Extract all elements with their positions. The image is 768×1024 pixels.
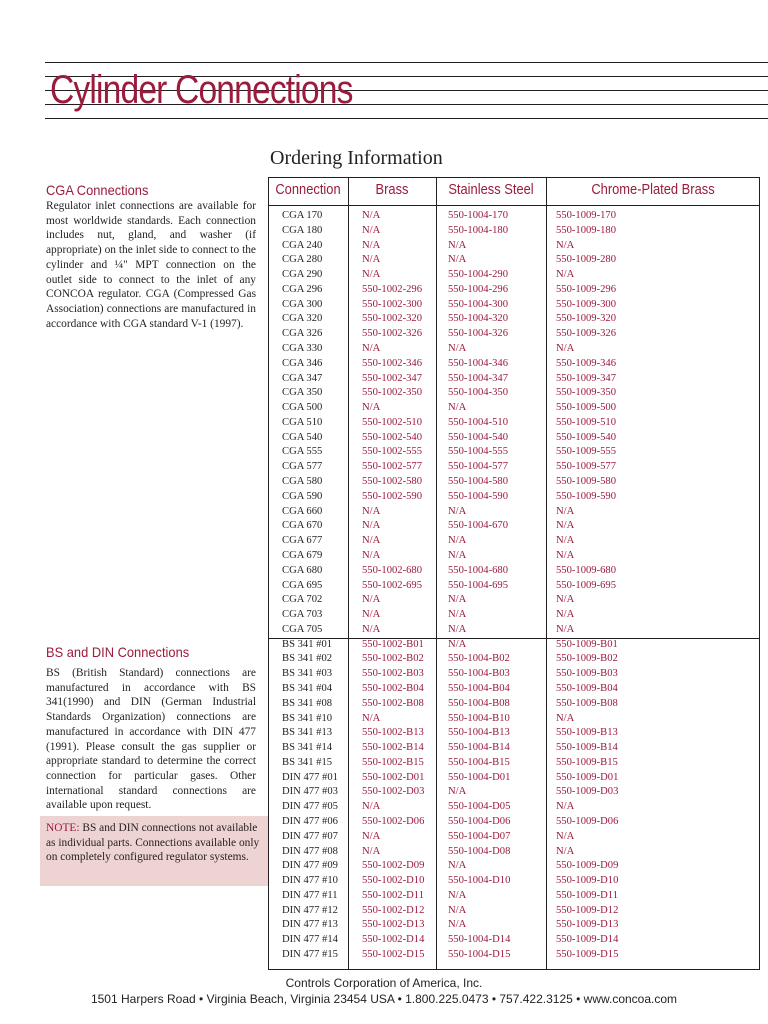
brass-cell: 550-1002-577	[362, 461, 423, 473]
table-row	[268, 298, 760, 313]
table-row	[268, 874, 760, 889]
table-row	[268, 889, 760, 904]
chrome-plated-brass-cell: N/A	[556, 269, 575, 281]
chrome-plated-brass-cell: 550-1009-D10	[556, 875, 619, 887]
connection-cell: CGA 170	[282, 210, 323, 221]
table-row	[268, 904, 760, 919]
stainless-steel-cell: 550-1004-320	[448, 313, 509, 325]
chrome-plated-brass-cell: 550-1009-B13	[556, 727, 618, 739]
brass-cell: 550-1002-D13	[362, 919, 425, 931]
brass-cell: 550-1002-B15	[362, 756, 424, 768]
brass-cell: 550-1002-350	[362, 387, 423, 399]
cga-heading: CGA Connections	[46, 182, 149, 198]
connection-cell: DIN 477 #11	[282, 889, 338, 901]
connection-cell: DIN 477 #05	[282, 801, 338, 813]
brass-cell: 550-1002-D06	[362, 815, 425, 827]
connection-cell: CGA 510	[282, 416, 323, 428]
stainless-steel-cell: 550-1004-B03	[448, 668, 510, 680]
chrome-plated-brass-cell: 550-1009-B15	[556, 756, 618, 768]
connection-cell: DIN 477 #10	[282, 875, 338, 887]
table-row	[268, 253, 760, 268]
chrome-plated-brass-cell: 550-1009-347	[556, 372, 617, 384]
stainless-steel-cell: 550-1004-670	[448, 520, 509, 532]
table-row	[268, 726, 760, 741]
brass-cell: 550-1002-590	[362, 490, 423, 502]
connection-cell: CGA 330	[282, 343, 323, 355]
connection-cell: DIN 477 #13	[282, 919, 338, 931]
connection-cell: DIN 477 #06	[282, 815, 338, 827]
table-row	[268, 845, 760, 860]
table-row	[268, 519, 760, 534]
table-row	[268, 312, 760, 327]
connection-cell: BS 341 #14	[282, 742, 333, 754]
chrome-plated-brass-cell: N/A	[556, 505, 575, 517]
stainless-steel-cell: 550-1004-290	[448, 269, 509, 281]
chrome-plated-brass-cell: 550-1009-D06	[556, 815, 619, 827]
bs-din-description: BS (British Standard) connections are manufactured in accordance with BS 341(1990) and DIN (German Industrial Standards Organization) connections are manufactured in accordance with DIN 477 (1991). Please consult the gas supplier or appropriate standard to determine the correct connection for particular gases. Other international standard connections are available upon request.	[46, 667, 256, 812]
stainless-steel-cell: 550-1004-B13	[448, 727, 510, 739]
table-row	[268, 785, 760, 800]
brass-cell: N/A	[362, 254, 381, 266]
stainless-steel-cell: N/A	[448, 535, 467, 547]
connection-cell: CGA 540	[282, 431, 323, 443]
connection-cell: CGA 677	[282, 535, 323, 547]
chrome-plated-brass-cell: N/A	[556, 239, 575, 251]
stainless-steel-cell: N/A	[448, 786, 467, 798]
stainless-steel-cell: N/A	[448, 549, 467, 561]
stainless-steel-cell: 550-1004-B10	[448, 712, 510, 724]
table-row	[268, 859, 760, 874]
chrome-plated-brass-cell: 550-1009-180	[556, 224, 617, 236]
connection-cell: DIN 477 #07	[282, 830, 338, 842]
chrome-plated-brass-cell: 550-1009-695	[556, 579, 617, 591]
connection-cell: DIN 477 #15	[282, 949, 338, 960]
table-row	[268, 771, 760, 786]
title-rule	[45, 62, 768, 63]
connection-cell: BS 341 #02	[282, 653, 333, 665]
brass-cell: 550-1002-D15	[362, 949, 425, 960]
stainless-steel-cell: 550-1004-D08	[448, 845, 511, 857]
chrome-plated-brass-cell: 550-1009-350	[556, 387, 617, 399]
brass-cell: 550-1002-D12	[362, 904, 425, 916]
stainless-steel-cell: 550-1004-D07	[448, 830, 511, 842]
table-row	[268, 283, 760, 298]
connection-cell: CGA 705	[282, 623, 323, 635]
chrome-plated-brass-cell: 550-1009-B01	[556, 638, 618, 650]
connection-cell: CGA 703	[282, 609, 323, 621]
chrome-plated-brass-cell: 550-1009-B04	[556, 682, 618, 694]
table-row	[268, 268, 760, 283]
connection-cell: BS 341 #01	[282, 638, 333, 650]
stainless-steel-cell: N/A	[448, 505, 467, 517]
chrome-plated-brass-cell: N/A	[556, 801, 575, 813]
table-row	[268, 623, 760, 638]
table-row	[268, 948, 760, 963]
stainless-steel-cell: 550-1004-350	[448, 387, 509, 399]
stainless-steel-cell: 550-1004-D06	[448, 815, 511, 827]
chrome-plated-brass-cell: 550-1009-555	[556, 446, 617, 458]
brass-cell: N/A	[362, 594, 381, 606]
table-row	[268, 741, 760, 756]
stainless-steel-cell: 550-1004-B02	[448, 653, 510, 665]
chrome-plated-brass-cell: 550-1009-500	[556, 402, 617, 414]
stainless-steel-cell: 550-1004-326	[448, 328, 509, 340]
brass-cell: 550-1002-B14	[362, 742, 424, 754]
stainless-steel-cell: 550-1004-680	[448, 564, 509, 576]
connection-cell: CGA 555	[282, 446, 323, 458]
stainless-steel-cell: N/A	[448, 609, 467, 621]
connection-cell: CGA 320	[282, 313, 323, 325]
chrome-plated-brass-cell: N/A	[556, 623, 575, 635]
brass-cell: 550-1002-300	[362, 298, 423, 310]
cga-description: Regulator inlet connections are available for most worldwide standards. Each connection includes nut, gland, and washer (if appropriate) on the inlet side to connect to the cylinder and ¼" MPT connection on the outlet side to connect to the inlet of any CONCOA regulator. CGA (Compressed Gas Association) connections are manufactured in accordance with CGA standard V-1 (1997).	[46, 200, 256, 330]
stainless-steel-cell: 550-1004-296	[448, 283, 509, 295]
brass-cell: 550-1002-347	[362, 372, 423, 384]
stainless-steel-cell: 550-1004-B15	[448, 756, 510, 768]
stainless-steel-cell: N/A	[448, 402, 467, 414]
brass-cell: 550-1002-D03	[362, 786, 425, 798]
table-row	[268, 224, 760, 239]
stainless-steel-cell: 550-1004-580	[448, 476, 509, 488]
chrome-plated-brass-cell: 550-1009-326	[556, 328, 617, 340]
table-row	[268, 697, 760, 712]
chrome-plated-brass-cell: 550-1009-D09	[556, 860, 619, 872]
connection-cell: CGA 500	[282, 402, 323, 414]
connection-cell: CGA 680	[282, 564, 323, 576]
brass-cell: 550-1002-B04	[362, 682, 424, 694]
connection-cell: BS 341 #10	[282, 712, 333, 724]
chrome-plated-brass-cell: 550-1009-170	[556, 210, 617, 221]
connection-cell: CGA 300	[282, 298, 323, 310]
brass-cell: 550-1002-296	[362, 283, 423, 295]
chrome-plated-brass-cell: N/A	[556, 712, 575, 724]
table-row	[268, 209, 760, 224]
brass-cell: 550-1002-B01	[362, 638, 424, 650]
connection-cell: CGA 280	[282, 254, 323, 266]
section-subtitle: Ordering Information	[270, 147, 443, 169]
chrome-plated-brass-cell: 550-1009-B03	[556, 668, 618, 680]
brass-cell: 550-1002-326	[362, 328, 423, 340]
stainless-steel-cell: N/A	[448, 239, 467, 251]
table-row	[268, 564, 760, 579]
connection-cell: CGA 679	[282, 549, 323, 561]
table-row	[268, 830, 760, 845]
stainless-steel-cell: N/A	[448, 860, 467, 872]
table-row	[268, 682, 760, 697]
table-row	[268, 490, 760, 505]
connection-cell: CGA 660	[282, 505, 323, 517]
brass-cell: 550-1002-D11	[362, 889, 424, 901]
stainless-steel-cell: 550-1004-555	[448, 446, 509, 458]
table-row	[268, 534, 760, 549]
brass-cell: N/A	[362, 549, 381, 561]
brass-cell: 550-1002-B03	[362, 668, 424, 680]
table-row	[268, 475, 760, 490]
stainless-steel-cell: 550-1004-346	[448, 357, 509, 369]
column-header-connection: Connection	[275, 181, 341, 198]
brass-cell: N/A	[362, 623, 381, 635]
stainless-steel-cell: 550-1004-D10	[448, 875, 511, 887]
table-row	[268, 933, 760, 948]
connection-cell: CGA 240	[282, 239, 323, 251]
chrome-plated-brass-cell: 550-1009-510	[556, 416, 617, 428]
note-text: BS and DIN connections not available as individual parts. Connections available only on completely configured regulator systems.	[46, 822, 260, 864]
brass-cell: 550-1002-510	[362, 416, 423, 428]
stainless-steel-cell: N/A	[448, 623, 467, 635]
brass-cell: N/A	[362, 801, 381, 813]
column-header-chrome-plated-brass: Chrome-Plated Brass	[591, 181, 715, 198]
table-row	[268, 549, 760, 564]
table-row	[268, 372, 760, 387]
chrome-plated-brass-cell: N/A	[556, 609, 575, 621]
connection-cell: CGA 670	[282, 520, 323, 532]
chrome-plated-brass-cell: 550-1009-590	[556, 490, 617, 502]
brass-cell: 550-1002-695	[362, 579, 423, 591]
stainless-steel-cell: N/A	[448, 904, 467, 916]
connection-cell: CGA 695	[282, 579, 323, 591]
brass-cell: N/A	[362, 269, 381, 281]
table-row	[268, 756, 760, 771]
table-row	[268, 712, 760, 727]
connection-cell: CGA 590	[282, 490, 323, 502]
connection-cell: CGA 326	[282, 328, 323, 340]
stainless-steel-cell: 550-1004-B14	[448, 742, 510, 754]
brass-cell: N/A	[362, 712, 381, 724]
brass-cell: N/A	[362, 845, 381, 857]
stainless-steel-cell: 550-1004-695	[448, 579, 509, 591]
chrome-plated-brass-cell: N/A	[556, 520, 575, 532]
table-row	[268, 239, 760, 254]
stainless-steel-cell: 550-1004-170	[448, 210, 509, 221]
chrome-plated-brass-cell: 550-1009-B14	[556, 742, 618, 754]
connection-cell: BS 341 #15	[282, 756, 333, 768]
chrome-plated-brass-cell: N/A	[556, 343, 575, 355]
chrome-plated-brass-cell: 550-1009-320	[556, 313, 617, 325]
brass-cell: N/A	[362, 402, 381, 414]
table-row	[268, 593, 760, 608]
brass-cell: N/A	[362, 505, 381, 517]
chrome-plated-brass-cell: N/A	[556, 830, 575, 842]
stainless-steel-cell: 550-1004-590	[448, 490, 509, 502]
chrome-plated-brass-cell: 550-1009-580	[556, 476, 617, 488]
brass-cell: N/A	[362, 239, 381, 251]
connection-cell: DIN 477 #14	[282, 934, 338, 946]
chrome-plated-brass-cell: 550-1009-296	[556, 283, 617, 295]
connection-cell: CGA 580	[282, 476, 323, 488]
table-row	[268, 327, 760, 342]
chrome-plated-brass-cell: 550-1009-D15	[556, 949, 619, 960]
brass-cell: 550-1002-B08	[362, 697, 424, 709]
brass-cell: 550-1002-D10	[362, 875, 425, 887]
chrome-plated-brass-cell: 550-1009-D13	[556, 919, 619, 931]
stainless-steel-cell: 550-1004-540	[448, 431, 509, 443]
connection-cell: DIN 477 #09	[282, 860, 338, 872]
connection-cell: CGA 346	[282, 357, 323, 369]
connection-cell: DIN 477 #01	[282, 771, 338, 783]
chrome-plated-brass-cell: 550-1009-B08	[556, 697, 618, 709]
table-row	[268, 386, 760, 401]
note-box	[40, 816, 268, 886]
table-row	[268, 608, 760, 623]
chrome-plated-brass-cell: 550-1009-540	[556, 431, 617, 443]
stainless-steel-cell: N/A	[448, 919, 467, 931]
connection-cell: CGA 577	[282, 461, 323, 473]
brass-cell: N/A	[362, 609, 381, 621]
brass-cell: 550-1002-555	[362, 446, 423, 458]
table-row	[268, 800, 760, 815]
stainless-steel-cell: 550-1004-347	[448, 372, 509, 384]
table-row	[268, 416, 760, 431]
stainless-steel-cell: 550-1004-180	[448, 224, 509, 236]
brass-cell: N/A	[362, 520, 381, 532]
title-rule	[45, 118, 768, 119]
stainless-steel-cell: N/A	[448, 638, 467, 650]
stainless-steel-cell: 550-1004-D05	[448, 801, 511, 813]
brass-cell: N/A	[362, 830, 381, 842]
stainless-steel-cell: 550-1004-B08	[448, 697, 510, 709]
stainless-steel-cell: N/A	[448, 254, 467, 266]
stainless-steel-cell: 550-1004-300	[448, 298, 509, 310]
brass-cell: N/A	[362, 224, 381, 236]
connection-cell: BS 341 #03	[282, 668, 333, 680]
connection-cell: CGA 296	[282, 283, 323, 295]
connection-cell: CGA 180	[282, 224, 323, 236]
table-row	[268, 460, 760, 475]
chrome-plated-brass-cell: 550-1009-D12	[556, 904, 619, 916]
connection-cell: CGA 347	[282, 372, 323, 384]
connection-cell: BS 341 #13	[282, 727, 333, 739]
connection-cell: CGA 702	[282, 594, 323, 606]
table-row	[268, 505, 760, 520]
stainless-steel-cell: 550-1004-D01	[448, 771, 511, 783]
brass-cell: 550-1002-580	[362, 476, 423, 488]
brass-cell: 550-1002-320	[362, 313, 423, 325]
brass-cell: 550-1002-346	[362, 357, 423, 369]
brass-cell: 550-1002-B13	[362, 727, 424, 739]
brass-cell: 550-1002-B02	[362, 653, 424, 665]
stainless-steel-cell: 550-1004-D15	[448, 949, 511, 960]
chrome-plated-brass-cell: N/A	[556, 549, 575, 561]
connection-cell: CGA 290	[282, 269, 323, 281]
brass-cell: N/A	[362, 535, 381, 547]
stainless-steel-cell: N/A	[448, 889, 467, 901]
connection-cell: DIN 477 #12	[282, 904, 338, 916]
table-row	[268, 579, 760, 594]
chrome-plated-brass-cell: 550-1009-300	[556, 298, 617, 310]
chrome-plated-brass-cell: 550-1009-680	[556, 564, 617, 576]
chrome-plated-brass-cell: 550-1009-346	[556, 357, 617, 369]
connection-cell: BS 341 #08	[282, 697, 333, 709]
table-row	[268, 342, 760, 357]
stainless-steel-cell: N/A	[448, 594, 467, 606]
column-header-brass: Brass	[375, 181, 409, 198]
brass-cell: 550-1002-D09	[362, 860, 425, 872]
table-row	[268, 445, 760, 460]
stainless-steel-cell: 550-1004-D14	[448, 934, 511, 946]
stainless-steel-cell: 550-1004-B04	[448, 682, 510, 694]
table-row	[268, 401, 760, 416]
stainless-steel-cell: 550-1004-577	[448, 461, 509, 473]
table-row	[268, 431, 760, 446]
chrome-plated-brass-cell: 550-1009-577	[556, 461, 617, 473]
table-row	[268, 357, 760, 372]
table-row	[268, 918, 760, 933]
stainless-steel-cell: 550-1004-510	[448, 416, 509, 428]
column-header-stainless-steel: Stainless Steel	[448, 181, 534, 198]
chrome-plated-brass-cell: N/A	[556, 845, 575, 857]
chrome-plated-brass-cell: N/A	[556, 594, 575, 606]
brass-cell: N/A	[362, 343, 381, 355]
chrome-plated-brass-cell: 550-1009-D11	[556, 889, 618, 901]
chrome-plated-brass-cell: 550-1009-D03	[556, 786, 619, 798]
note-label: NOTE:	[46, 822, 80, 834]
chrome-plated-brass-cell: 550-1009-B02	[556, 653, 618, 665]
table-row	[268, 815, 760, 830]
connection-cell: DIN 477 #03	[282, 786, 338, 798]
footer-address: 1501 Harpers Road • Virginia Beach, Virginia 23454 USA • 1.800.225.0473 • 757.422.3125 • www.concoa.com	[90, 992, 678, 1006]
connection-cell: DIN 477 #08	[282, 845, 338, 857]
chrome-plated-brass-cell: 550-1009-D14	[556, 934, 619, 946]
brass-cell: 550-1002-540	[362, 431, 423, 443]
header-divider	[268, 205, 760, 206]
brass-cell: 550-1002-D01	[362, 771, 425, 783]
footer-company: Controls Corporation of America, Inc.	[285, 976, 483, 990]
chrome-plated-brass-cell: N/A	[556, 535, 575, 547]
brass-cell: 550-1002-680	[362, 564, 423, 576]
connection-cell: CGA 350	[282, 387, 323, 399]
table-row	[268, 652, 760, 667]
stainless-steel-cell: N/A	[448, 343, 467, 355]
connection-cell: BS 341 #04	[282, 682, 333, 694]
page-title: Cylinder Connections	[50, 68, 353, 112]
chrome-plated-brass-cell: 550-1009-D01	[556, 771, 619, 783]
brass-cell: N/A	[362, 210, 381, 221]
table-row	[268, 667, 760, 682]
table-row	[268, 638, 760, 653]
brass-cell: 550-1002-D14	[362, 934, 425, 946]
chrome-plated-brass-cell: 550-1009-280	[556, 254, 617, 266]
bs-din-heading: BS and DIN Connections	[46, 644, 190, 660]
